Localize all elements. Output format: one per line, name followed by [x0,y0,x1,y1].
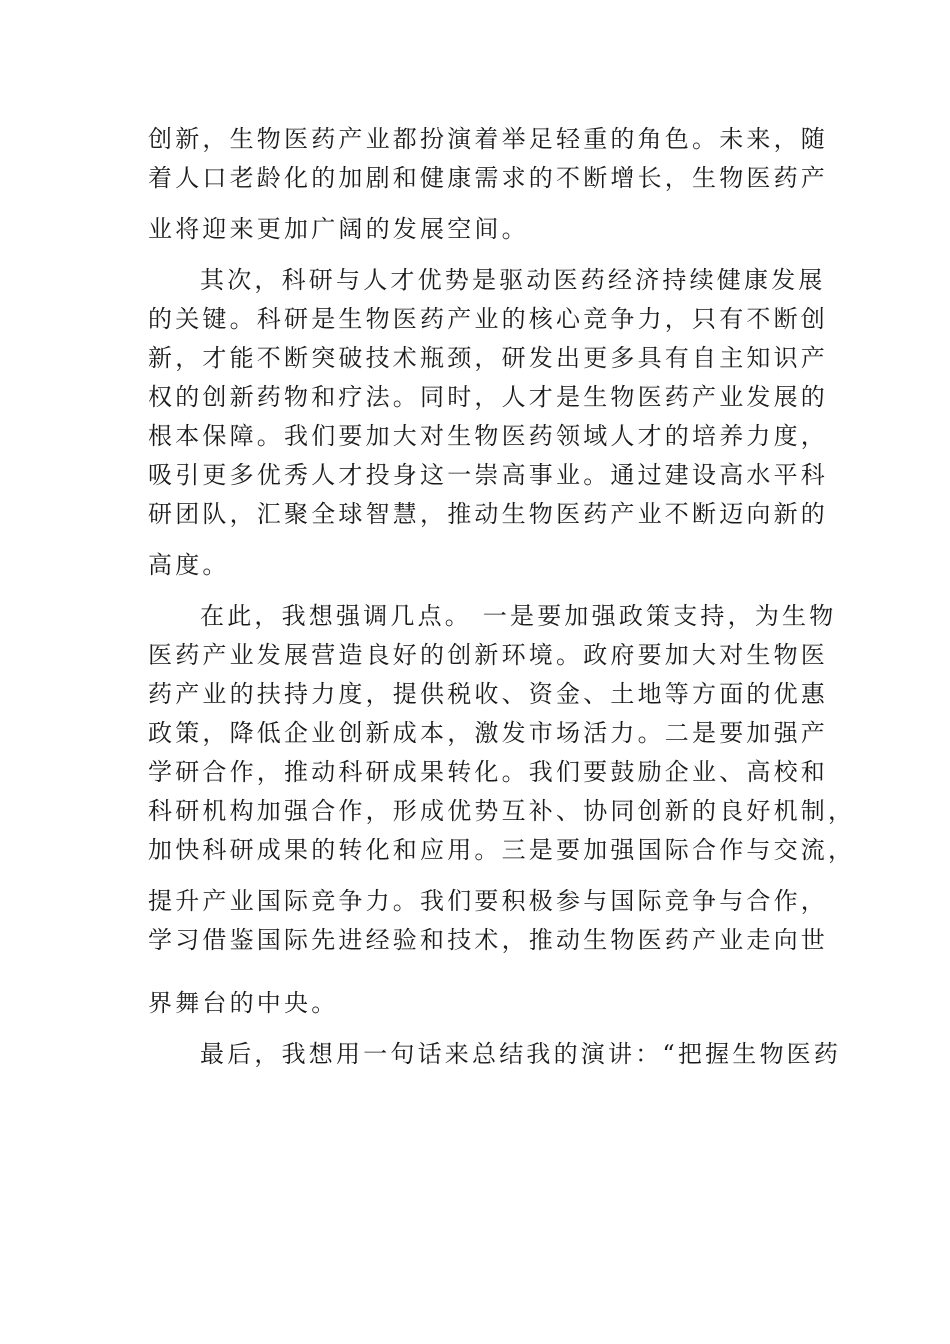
text-line: 的关键。科研是生物医药产业的核心竞争力，只有不断创 [148,305,828,333]
text-line: 科研机构加强合作，形成优势互补、协同创新的良好机制， [148,797,856,825]
text-line: 医药产业发展营造良好的创新环境。政府要加大对生物医 [148,641,828,669]
text-line: 创新，生物医药产业都扮演着举足轻重的角色。未来，随 [148,125,828,153]
text-line: 界舞台的中央。 [148,989,339,1017]
paragraph-start-line: 最后，我想用一句话来总结我的演讲：“把握生物医药 [200,1040,842,1068]
text-line: 根本保障。我们要加大对生物医药领域人才的培养力度， [148,422,828,450]
text-line: 权的创新药物和疗法。同时，人才是生物医药产业发展的 [148,383,828,411]
text-line: 研团队，汇聚全球智慧，推动生物医药产业不断迈向新的 [148,500,828,528]
paragraph-start-line: 其次，科研与人才优势是驱动医药经济持续健康发展 [200,266,826,294]
text-line: 政策，降低企业创新成本，激发市场活力。二是要加强产 [148,719,828,747]
text-line: 新，才能不断突破技术瓶颈，研发出更多具有自主知识产 [148,344,828,372]
text-line: 吸引更多优秀人才投身这一崇高事业。通过建设高水平科 [148,461,828,489]
text-line: 着人口老龄化的加剧和健康需求的不断增长，生物医药产 [148,164,828,192]
text-line: 业将迎来更加广阔的发展空间。 [148,215,529,243]
paragraph-start-line: 在此，我想强调几点。 一是要加强政策支持，为生物 [200,602,837,630]
document-body [148,120,856,1074]
text-line: 加快科研成果的转化和应用。三是要加强国际合作与交流， [148,836,856,864]
text-line: 高度。 [148,551,230,579]
text-line: 提升产业国际竞争力。我们要积极参与国际竞争与合作， [148,887,828,915]
text-line: 学研合作，推动科研成果转化。我们要鼓励企业、高校和 [148,758,828,786]
text-line: 学习借鉴国际先进经验和技术，推动生物医药产业走向世 [148,926,828,954]
text-line: 药产业的扶持力度，提供税收、资金、土地等方面的优惠 [148,680,828,708]
